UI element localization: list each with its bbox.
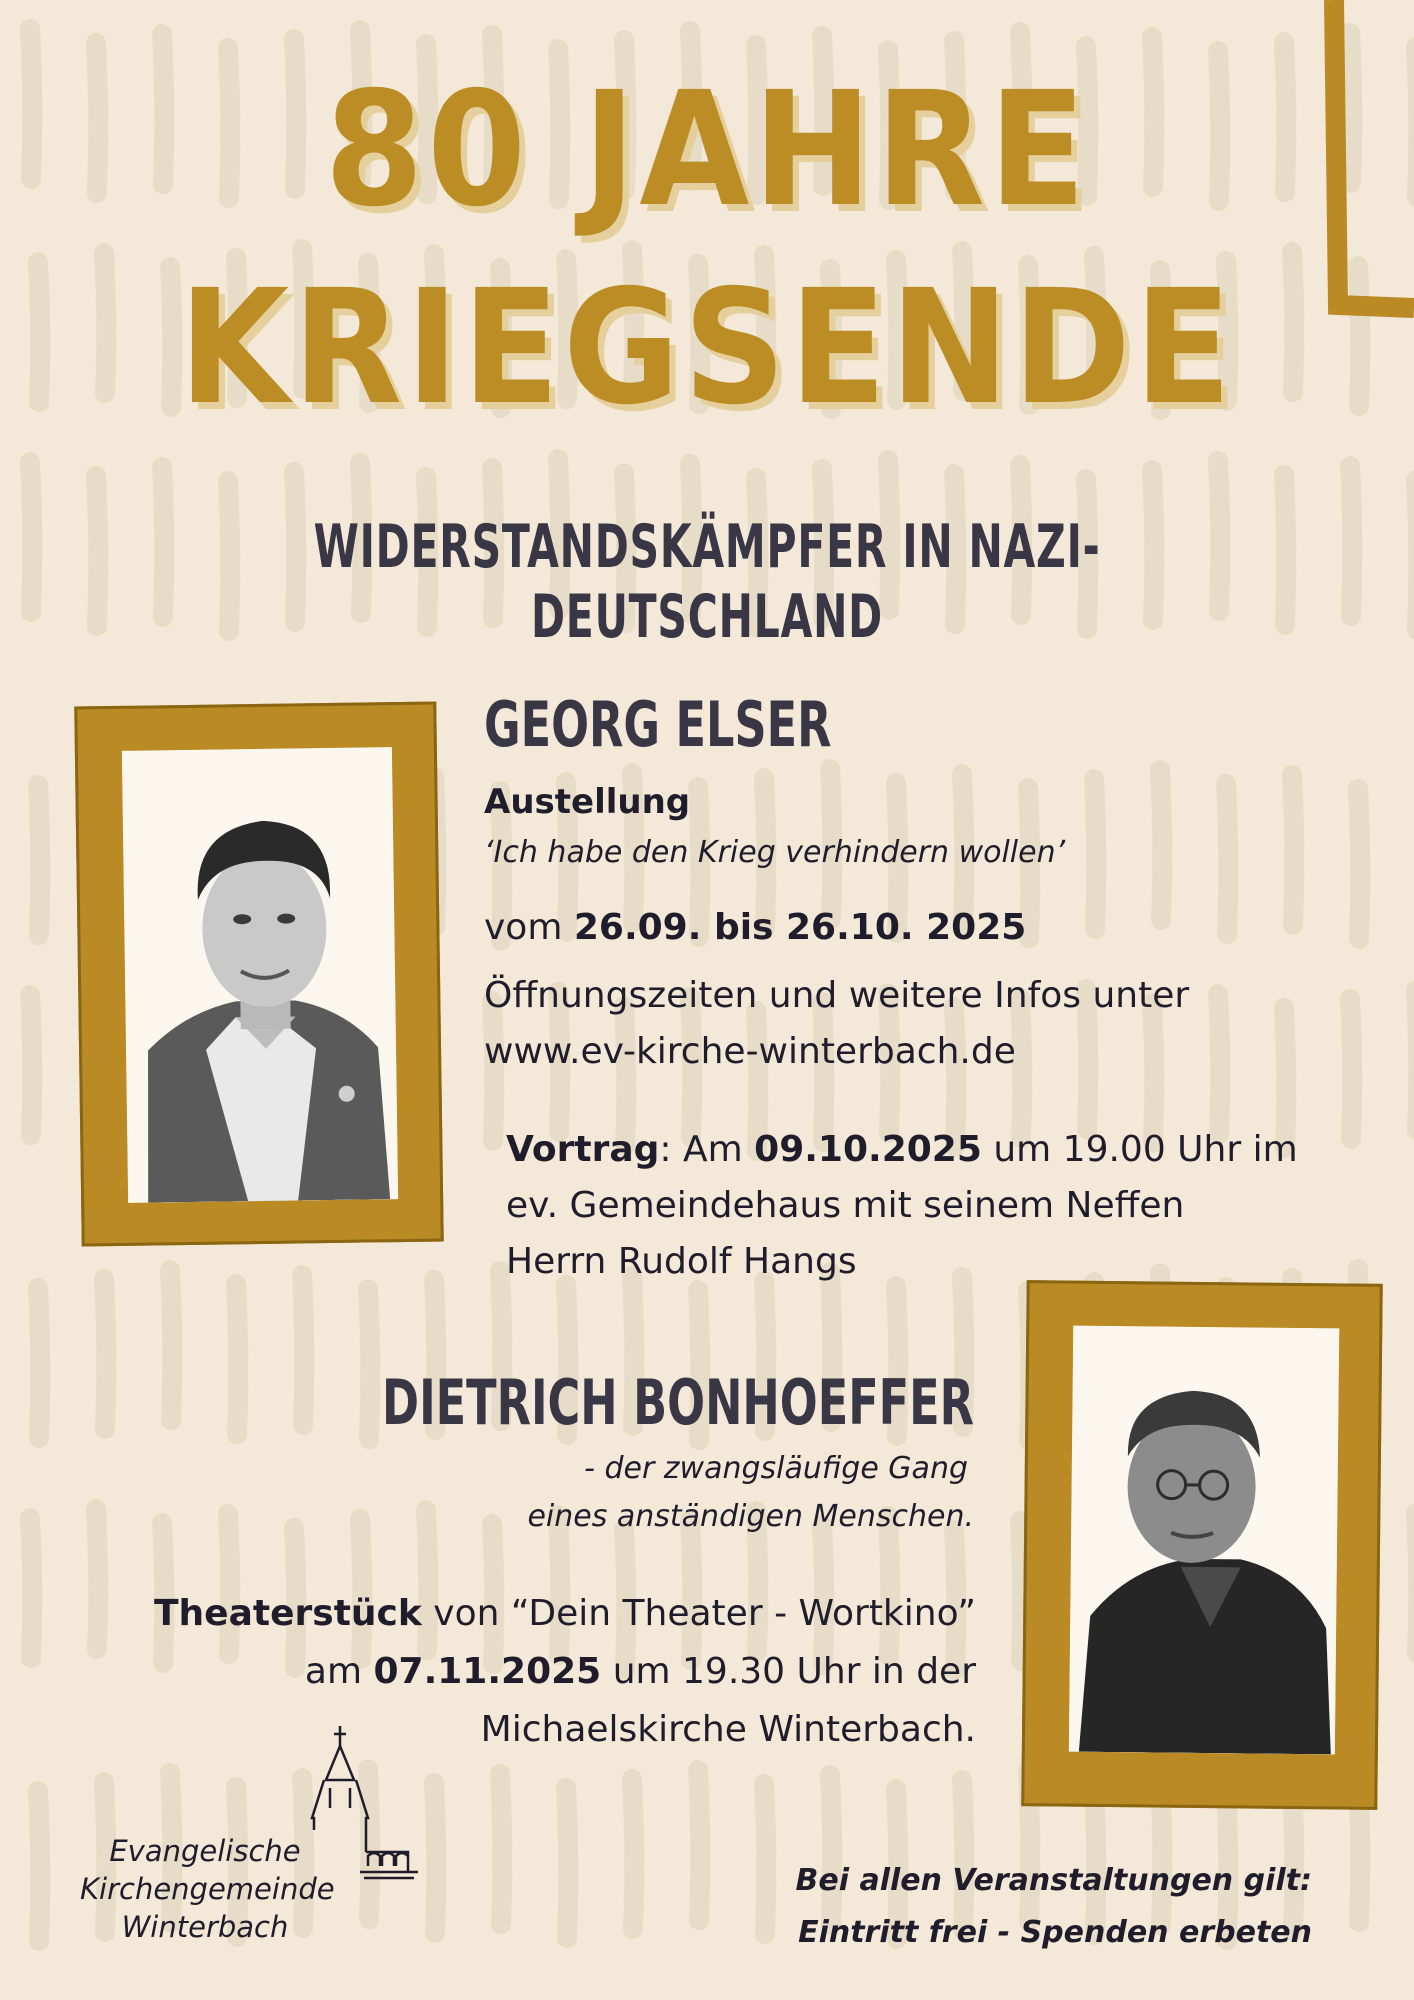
pattern-dash xyxy=(500,1774,502,1924)
church-logo-text xyxy=(80,1832,335,1946)
elser-lecture-line2: ev. Gemeindehaus mit seinem Neffen xyxy=(506,1185,1185,1226)
elser-dates-value: 26.09. bis 26.10. 2025 xyxy=(573,907,1027,948)
elser-lecture-line1 xyxy=(506,1122,1298,1178)
elser-event-type: Austellung xyxy=(484,782,691,822)
bonhoeffer-play-line1 xyxy=(154,1586,976,1642)
elser-info-line1: Öffnungszeiten und weitere Infos unter xyxy=(484,975,1190,1016)
bonhoeffer-portrait xyxy=(1069,1326,1339,1755)
pattern-dash xyxy=(170,1270,172,1420)
logo-line3: Winterbach xyxy=(121,1910,289,1944)
bonhoeffer-name: DIETRICH BONHOEFFER xyxy=(381,1366,974,1439)
footer-note xyxy=(796,1855,1312,1959)
play-rest: von “Dein Theater - Wortkino” xyxy=(433,1593,976,1634)
pattern-dash xyxy=(1020,1521,1022,1661)
pattern-dash xyxy=(1350,466,1352,616)
play-date: 07.11.2025 xyxy=(373,1651,602,1692)
elser-website-link[interactable]: www.ev-kirche-winterbach.de xyxy=(484,1031,1016,1072)
play-time: um 19.30 Uhr in der xyxy=(612,1651,976,1692)
pattern-dash xyxy=(96,476,98,626)
pattern-dash xyxy=(1160,770,1162,920)
pattern-dash xyxy=(38,1791,40,1941)
pattern-dash xyxy=(30,29,32,179)
man-portrait-icon xyxy=(122,747,398,1203)
pattern-dash xyxy=(162,467,164,617)
elser-lecture-line3: Herrn Rudolf Hangs xyxy=(506,1241,857,1282)
play-label: Theaterstück xyxy=(154,1593,422,1634)
main-title-line2: KRIEGSENDE xyxy=(178,256,1236,440)
pattern-dash xyxy=(698,1770,700,1920)
pattern-dash xyxy=(96,1509,98,1649)
elser-name: GEORG ELSER xyxy=(484,688,832,761)
elser-dates-prefix: vom xyxy=(484,907,563,948)
pattern-dash xyxy=(1094,779,1096,929)
play-prefix: am xyxy=(304,1651,363,1692)
lecture-label: Vortrag xyxy=(506,1129,660,1170)
pattern-dash xyxy=(1226,784,1228,934)
elser-portrait xyxy=(122,747,398,1203)
pattern-dash xyxy=(38,262,40,402)
bonhoeffer-play-line3: Michaelskirche Winterbach. xyxy=(480,1709,976,1750)
lecture-date: 09.10.2025 xyxy=(754,1129,982,1170)
elser-quote: ‘Ich habe den Krieg verhindern wollen’ xyxy=(484,835,1066,870)
footer-line1: Bei allen Veranstaltungen gilt: xyxy=(795,1863,1312,1898)
pattern-dash xyxy=(30,462,32,612)
pattern-dash xyxy=(632,1779,634,1929)
pattern-dash xyxy=(30,995,32,1135)
pattern-dash xyxy=(38,785,40,935)
pattern-dash xyxy=(1292,775,1294,925)
bonhoeffer-subtitle-line2: eines anständigen Menschen. xyxy=(527,1499,974,1534)
lecture-mid: : Am xyxy=(659,1129,743,1170)
pattern-dash xyxy=(1350,999,1352,1139)
pattern-dash xyxy=(38,1288,40,1438)
logo-line2: Kirchengemeinde xyxy=(80,1872,335,1906)
bonhoeffer-subtitle-line1: - der zwangsläufige Gang xyxy=(584,1451,968,1486)
pattern-dash xyxy=(566,1788,568,1938)
pattern-dash xyxy=(434,1783,436,1933)
pattern-dash xyxy=(30,1518,32,1658)
pattern-dash xyxy=(764,1784,766,1934)
bonhoeffer-name-wrapper xyxy=(234,1366,974,1439)
footer-line2: Eintritt frei - Spenden erbeten xyxy=(798,1915,1312,1950)
pattern-dash xyxy=(1284,475,1286,625)
bonhoeffer-play-line2 xyxy=(305,1644,976,1700)
pattern-dash xyxy=(104,1279,106,1429)
main-title-line1: 80 JAHRE xyxy=(324,58,1090,242)
bonhoeffer-portrait-frame xyxy=(1021,1280,1382,1810)
pattern-dash xyxy=(1218,994,1220,1134)
lecture-time: um 19.00 Uhr im xyxy=(993,1129,1298,1170)
elser-dates xyxy=(484,900,1026,956)
elser-portrait-frame xyxy=(74,701,444,1246)
man-portrait-icon xyxy=(1069,1326,1339,1755)
pattern-dash xyxy=(1358,789,1360,939)
logo-line1: Evangelische xyxy=(109,1834,301,1868)
subtitle: WIDERSTANDSKÄMPFER IN NAZI-DEUTSCHLAND xyxy=(313,512,1101,652)
